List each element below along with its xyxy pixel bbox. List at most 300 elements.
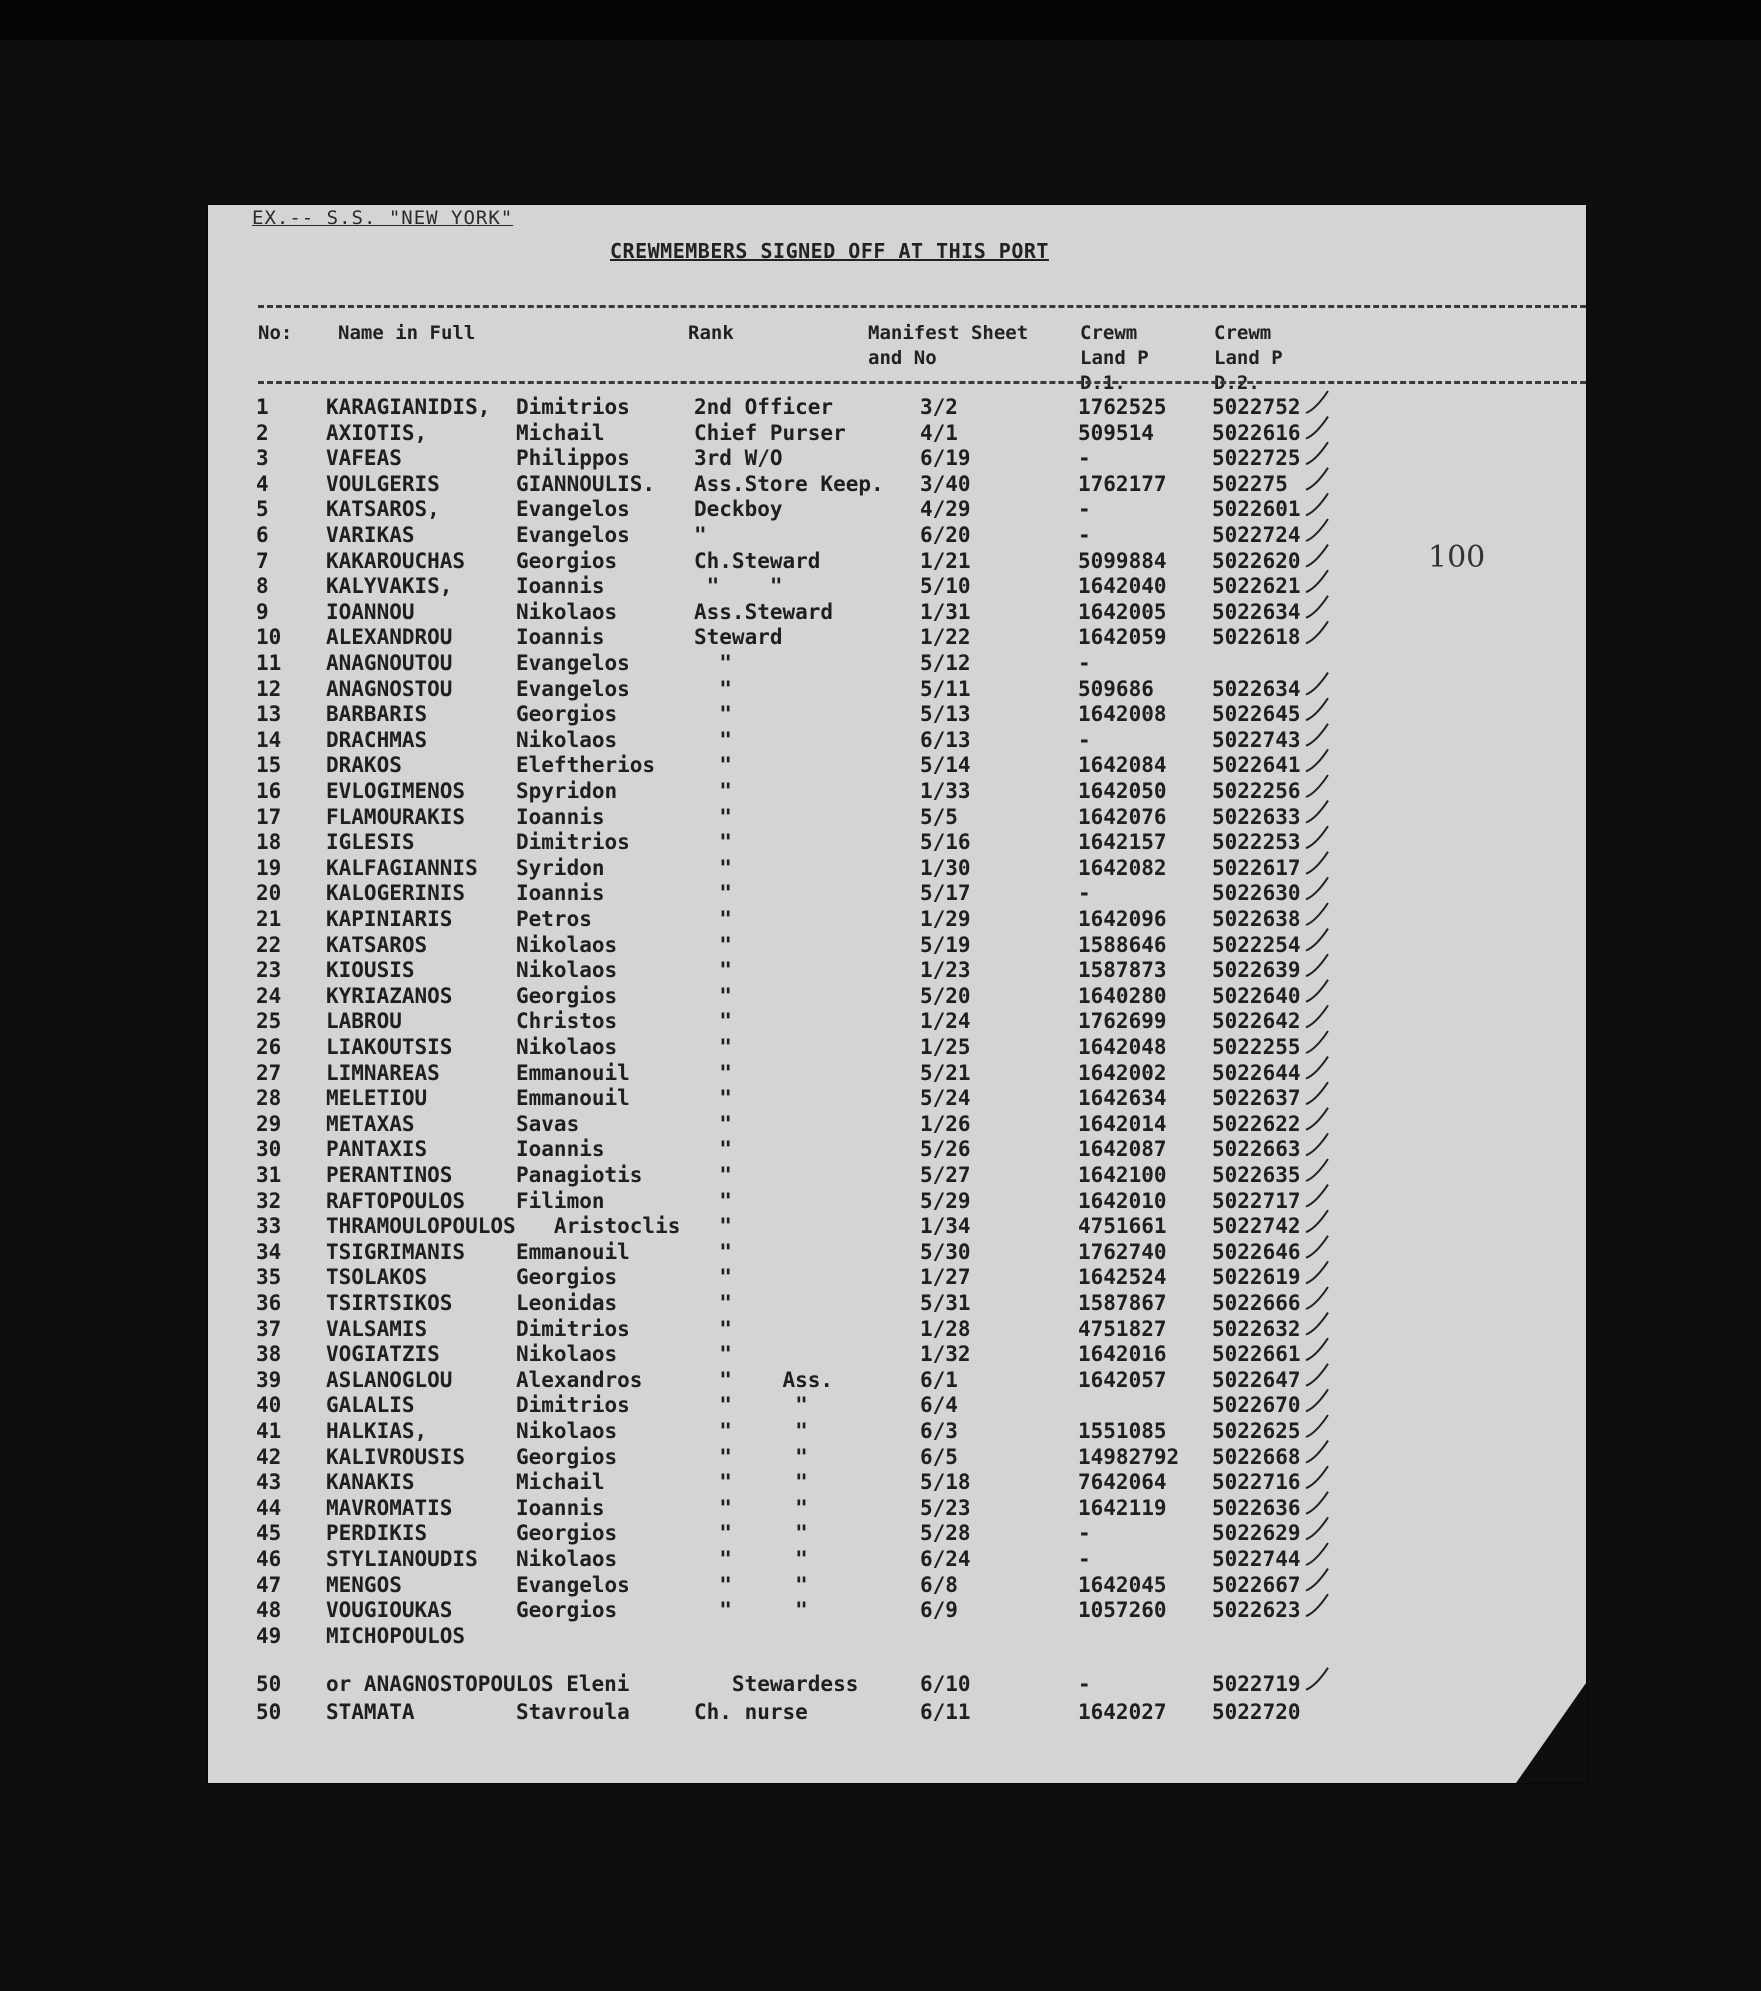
crewm-d2-cell: 5022620 bbox=[1212, 548, 1301, 573]
surname-cell: PERDIKIS bbox=[326, 1521, 428, 1546]
check-mark bbox=[1306, 1517, 1328, 1539]
manifest-sheet-cell: 1/30 bbox=[920, 855, 971, 880]
crewm-d1-cell: 1762699 bbox=[1078, 1009, 1167, 1034]
crewm-d2-cell: 5022616 bbox=[1212, 420, 1301, 445]
first-name-cell: Nikolaos bbox=[516, 599, 618, 624]
crewm-d1-cell: 1642076 bbox=[1078, 804, 1167, 829]
crewm-d1-cell: 1642048 bbox=[1078, 1035, 1167, 1059]
crewm-d1-cell: 509514 bbox=[1078, 420, 1154, 445]
surname-cell: PERANTINOS bbox=[326, 1163, 453, 1187]
check-mark bbox=[1306, 1313, 1328, 1335]
row-number-cell: 30 bbox=[256, 1137, 282, 1162]
manifest-sheet-cell: 5/23 bbox=[920, 1495, 971, 1520]
first-name-cell: Georgios bbox=[516, 983, 618, 1008]
crewm-d1-cell: 1642084 bbox=[1078, 753, 1167, 778]
row-number-cell: 33 bbox=[256, 1214, 282, 1239]
surname-cell: THRAMOULOPOULOS bbox=[326, 1214, 516, 1239]
crewm-d2-cell: 5022638 bbox=[1212, 907, 1301, 931]
rank-cell: " bbox=[694, 1239, 732, 1264]
row-number-cell: 43 bbox=[256, 1470, 282, 1495]
manifest-sheet-cell: 5/17 bbox=[920, 881, 971, 906]
manifest-sheet-cell: 5/27 bbox=[920, 1163, 971, 1187]
surname-cell: KARAGIANIDIS, bbox=[326, 395, 491, 419]
crewm-d2-cell: 5022752 bbox=[1212, 395, 1301, 419]
crewm-d1-cell: 1642050 bbox=[1078, 779, 1167, 803]
first-name-cell: Evangelos bbox=[516, 523, 630, 547]
crewm-d2-cell: 5022629 bbox=[1212, 1521, 1301, 1546]
crewm-d2-cell: 5022637 bbox=[1212, 1086, 1301, 1111]
crewm-d2-cell: 5022663 bbox=[1212, 1137, 1301, 1162]
row-number-cell: 3 bbox=[256, 446, 269, 471]
row-number-cell: 5 bbox=[256, 497, 269, 522]
rank-cell: Stewardess bbox=[694, 1671, 859, 1696]
check-mark bbox=[1306, 980, 1328, 1002]
row-number-cell: 8 bbox=[256, 574, 269, 599]
first-name-cell: Emmanouil bbox=[516, 1060, 630, 1085]
surname-cell: or ANAGNOSTOPOULOS Eleni bbox=[326, 1671, 630, 1696]
manifest-sheet-cell: 6/5 bbox=[920, 1444, 958, 1469]
rank-cell: " bbox=[694, 1060, 732, 1085]
check-mark bbox=[1306, 1543, 1328, 1565]
row-number-cell: 36 bbox=[256, 1291, 282, 1315]
col-header-d1-line1: Crewm bbox=[1080, 322, 1138, 344]
surname-cell: ASLANOGLOU bbox=[326, 1367, 453, 1392]
manifest-sheet-cell: 1/22 bbox=[920, 625, 971, 650]
rank-cell: " bbox=[694, 1316, 732, 1341]
surname-cell: HALKIAS, bbox=[326, 1419, 428, 1443]
surname-cell: KANAKIS bbox=[326, 1470, 415, 1495]
crewm-d1-cell: 509686 bbox=[1078, 676, 1154, 701]
surname-cell: PANTAXIS bbox=[326, 1137, 428, 1162]
first-name-cell: Nikolaos bbox=[516, 1547, 618, 1571]
col-header-d2-line3: D.2. bbox=[1214, 372, 1260, 394]
manifest-sheet-cell: 5/18 bbox=[920, 1470, 971, 1495]
crewm-d2-cell: 5022634 bbox=[1212, 599, 1301, 624]
row-number-cell: 16 bbox=[256, 779, 282, 803]
crewm-d1-cell: 1642087 bbox=[1078, 1137, 1167, 1162]
row-number-cell: 41 bbox=[256, 1419, 282, 1443]
rank-cell: " bbox=[694, 804, 732, 829]
rank-cell: " bbox=[694, 727, 732, 752]
crewm-d1-cell: 1640280 bbox=[1078, 983, 1167, 1008]
check-mark bbox=[1306, 1108, 1328, 1130]
crewm-d2-cell: 5022253 bbox=[1212, 830, 1301, 855]
first-name-cell: Dimitrios bbox=[516, 830, 630, 855]
manifest-sheet-cell: 1/34 bbox=[920, 1214, 971, 1239]
first-name-cell: Emmanouil bbox=[516, 1239, 630, 1264]
surname-cell: LIMNAREAS bbox=[326, 1060, 440, 1085]
row-number-cell: 42 bbox=[256, 1444, 282, 1469]
crewm-d2-cell: 5022717 bbox=[1212, 1188, 1301, 1213]
first-name-cell: Savas bbox=[516, 1111, 580, 1136]
crewm-d1-cell: 1642096 bbox=[1078, 907, 1167, 931]
row-number-cell: 15 bbox=[256, 753, 282, 778]
row-number-cell: 26 bbox=[256, 1035, 282, 1059]
crewm-d1-cell: 1642082 bbox=[1078, 855, 1167, 880]
surname-cell: LABROU bbox=[326, 1009, 402, 1034]
first-name-cell: Syridon bbox=[516, 855, 605, 880]
rank-cell: " " bbox=[694, 1598, 808, 1623]
crewm-d2-cell: 5022642 bbox=[1212, 1009, 1301, 1034]
check-marks bbox=[208, 205, 1586, 1783]
rank-cell: " bbox=[694, 1265, 732, 1290]
row-number-cell: 31 bbox=[256, 1163, 282, 1187]
crewm-d2-cell: 5022619 bbox=[1212, 1265, 1301, 1290]
manifest-sheet-cell: 4/1 bbox=[920, 420, 958, 445]
manifest-sheet-cell: 6/1 bbox=[920, 1367, 958, 1392]
rank-cell: " bbox=[694, 676, 732, 701]
manifest-sheet-cell: 6/11 bbox=[920, 1699, 971, 1724]
manifest-sheet-cell: 6/9 bbox=[920, 1598, 958, 1623]
first-name-cell: Michail bbox=[516, 420, 605, 445]
row-number-cell: 14 bbox=[256, 727, 282, 752]
crewm-d1-cell: 4751827 bbox=[1078, 1316, 1167, 1341]
surname-cell: IOANNOU bbox=[326, 599, 415, 624]
torn-corner bbox=[1516, 1683, 1586, 1783]
surname-cell: GALALIS bbox=[326, 1393, 415, 1418]
first-name-cell: Dimitrios bbox=[516, 1393, 630, 1418]
rank-cell: " " bbox=[694, 1495, 808, 1520]
row-number-cell: 12 bbox=[256, 676, 282, 701]
col-header-d2-line1: Crewm bbox=[1214, 322, 1272, 344]
check-mark bbox=[1306, 1133, 1328, 1155]
crewm-d1-cell: - bbox=[1078, 881, 1091, 906]
check-mark bbox=[1306, 1185, 1328, 1207]
crewm-d2-cell: 5022639 bbox=[1212, 958, 1301, 983]
row-number-cell: 50 bbox=[256, 1699, 282, 1724]
crewm-d1-cell: 1551085 bbox=[1078, 1419, 1167, 1443]
crewm-d2-cell: 5022632 bbox=[1212, 1316, 1301, 1341]
crewm-d1-cell: - bbox=[1078, 523, 1091, 547]
manifest-sheet-cell: 5/16 bbox=[920, 830, 971, 855]
row-number-cell: 37 bbox=[256, 1316, 282, 1341]
film-edge bbox=[0, 0, 1761, 40]
crewm-d2-cell: 5022743 bbox=[1212, 727, 1301, 752]
rank-cell: Steward bbox=[694, 625, 783, 650]
surname-cell: EVLOGIMENOS bbox=[326, 779, 466, 803]
crewm-d1-cell: 1762177 bbox=[1078, 471, 1167, 496]
manifest-sheet-cell: 3/2 bbox=[920, 395, 958, 419]
manifest-sheet-cell: 1/29 bbox=[920, 907, 971, 931]
check-mark bbox=[1306, 852, 1328, 874]
first-name-cell: Nikolaos bbox=[516, 958, 618, 983]
crewm-d1-cell: - bbox=[1078, 1521, 1091, 1546]
surname-cell: VOULGERIS bbox=[326, 471, 440, 496]
crewm-d1-cell: 1642014 bbox=[1078, 1111, 1167, 1136]
check-mark bbox=[1306, 596, 1328, 618]
surname-cell: DRAKOS bbox=[326, 753, 402, 778]
manifest-sheet-cell: 6/13 bbox=[920, 727, 971, 752]
row-number-cell: 50 bbox=[256, 1671, 282, 1696]
check-mark bbox=[1306, 775, 1328, 797]
crewm-d1-cell: 1642008 bbox=[1078, 702, 1167, 727]
manifest-sheet-cell: 6/3 bbox=[920, 1419, 958, 1443]
crewm-d1-cell: 1642119 bbox=[1078, 1495, 1167, 1520]
check-mark bbox=[1306, 468, 1328, 490]
first-name-cell: Evangelos bbox=[516, 497, 630, 522]
surname-cell: AXIOTIS, bbox=[326, 420, 428, 445]
col-header-no: No: bbox=[258, 322, 293, 344]
manifest-sheet-cell: 6/19 bbox=[920, 446, 971, 471]
first-name-cell: Georgios bbox=[516, 702, 618, 727]
surname-cell: IGLESIS bbox=[326, 830, 415, 855]
manifest-sheet-cell: 5/21 bbox=[920, 1060, 971, 1085]
col-header-manifest-line2: and No bbox=[868, 347, 937, 369]
manifest-sheet-cell: 5/14 bbox=[920, 753, 971, 778]
rank-cell: " bbox=[694, 779, 732, 803]
crewm-d1-cell: - bbox=[1078, 497, 1091, 522]
manifest-sheet-cell: 6/10 bbox=[920, 1671, 971, 1696]
crewm-d2-cell: 5022670 bbox=[1212, 1393, 1301, 1418]
rank-cell: Ass.Steward bbox=[694, 599, 834, 624]
row-number-cell: 6 bbox=[256, 523, 269, 547]
crewm-d1-cell: 5099884 bbox=[1078, 548, 1167, 573]
crewm-d2-cell: 5022668 bbox=[1212, 1444, 1301, 1469]
surname-cell: MELETIOU bbox=[326, 1086, 428, 1111]
crewm-d1-cell: 7642064 bbox=[1078, 1470, 1167, 1495]
rank-cell: " bbox=[694, 932, 732, 957]
surname-cell: VAFEAS bbox=[326, 446, 402, 471]
row-number-cell: 47 bbox=[256, 1572, 282, 1597]
surname-cell: ANAGNOUTOU bbox=[326, 651, 453, 675]
check-mark bbox=[1306, 1261, 1328, 1283]
row-number-cell: 23 bbox=[256, 958, 282, 983]
surname-cell: KALIVROUSIS bbox=[326, 1444, 466, 1469]
row-number-cell: 4 bbox=[256, 471, 269, 496]
first-name-cell: Nikolaos bbox=[516, 1035, 618, 1059]
check-mark bbox=[1306, 1466, 1328, 1488]
row-number-cell: 44 bbox=[256, 1495, 282, 1520]
check-mark bbox=[1306, 954, 1328, 976]
rank-cell: " bbox=[694, 830, 732, 855]
rank-cell: " " bbox=[694, 1470, 808, 1495]
crewm-d1-cell: - bbox=[1078, 446, 1091, 471]
check-mark bbox=[1306, 1057, 1328, 1079]
first-name-cell: Georgios bbox=[516, 1265, 618, 1290]
manifest-sheet-cell: 1/27 bbox=[920, 1265, 971, 1290]
rank-cell: " bbox=[694, 1291, 732, 1315]
manifest-sheet-cell: 1/25 bbox=[920, 1035, 971, 1059]
surname-cell: MICHOPOULOS bbox=[326, 1623, 466, 1648]
surname-cell: KIOUSIS bbox=[326, 958, 415, 983]
crewm-d2-cell: 5022645 bbox=[1212, 702, 1301, 727]
col-header-d2-line2: Land P bbox=[1214, 347, 1283, 369]
row-number-cell: 39 bbox=[256, 1367, 282, 1392]
check-mark bbox=[1306, 1005, 1328, 1027]
manifest-sheet-cell: 1/31 bbox=[920, 599, 971, 624]
surname-cell: KAKAROUCHAS bbox=[326, 548, 466, 573]
crewm-d2-cell: 5022254 bbox=[1212, 932, 1301, 957]
first-name-cell: Eleftherios bbox=[516, 753, 656, 778]
row-number-cell: 49 bbox=[256, 1623, 282, 1648]
surname-cell: VOGIATZIS bbox=[326, 1342, 440, 1367]
row-number-cell: 48 bbox=[256, 1598, 282, 1623]
crewm-d2-cell: 5022623 bbox=[1212, 1598, 1301, 1623]
rank-cell: " " bbox=[694, 1444, 808, 1469]
crewm-d2-cell: 5022742 bbox=[1212, 1214, 1301, 1239]
crewm-d1-cell: 1642040 bbox=[1078, 574, 1167, 599]
crewm-d2-cell: 5022716 bbox=[1212, 1470, 1301, 1495]
check-mark bbox=[1306, 801, 1328, 823]
crewm-d1-cell: 1642002 bbox=[1078, 1060, 1167, 1085]
handwritten-annotation: 100 bbox=[1428, 540, 1486, 575]
crewm-d1-cell: 1642634 bbox=[1078, 1086, 1167, 1111]
manifest-sheet-cell: 1/28 bbox=[920, 1316, 971, 1341]
check-mark bbox=[1306, 1389, 1328, 1411]
rank-cell: " bbox=[694, 753, 732, 778]
manifest-sheet-cell: 1/21 bbox=[920, 548, 971, 573]
crewm-d1-cell: 1642059 bbox=[1078, 625, 1167, 650]
manifest-sheet-cell: 3/40 bbox=[920, 471, 971, 496]
row-number-cell: 27 bbox=[256, 1060, 282, 1085]
rank-cell: " bbox=[694, 983, 732, 1008]
check-mark bbox=[1306, 417, 1328, 439]
check-mark bbox=[1306, 1159, 1328, 1181]
rank-cell: " " bbox=[694, 1419, 808, 1443]
first-name-cell: Emmanouil bbox=[516, 1086, 630, 1111]
surname-cell: BARBARIS bbox=[326, 702, 428, 727]
surname-cell: KYRIAZANOS bbox=[326, 983, 453, 1008]
crewm-d2-cell: 5022256 bbox=[1212, 779, 1301, 803]
crewm-d1-cell: 1642045 bbox=[1078, 1572, 1167, 1597]
check-mark bbox=[1306, 570, 1328, 592]
crewm-d1-cell: 1762525 bbox=[1078, 395, 1167, 419]
first-name-cell: Georgios bbox=[516, 1598, 618, 1623]
first-name-cell: Evangelos bbox=[516, 676, 630, 701]
row-number-cell: 22 bbox=[256, 932, 282, 957]
check-mark bbox=[1306, 1210, 1328, 1232]
crewm-d1-cell: 1588646 bbox=[1078, 932, 1167, 957]
crewm-d2-cell: 502275 bbox=[1212, 471, 1288, 496]
rank-cell: " " bbox=[694, 1521, 808, 1546]
rank-cell: " Ass. bbox=[694, 1367, 834, 1392]
check-mark bbox=[1306, 1492, 1328, 1514]
check-mark bbox=[1306, 545, 1328, 567]
rank-cell: " " bbox=[694, 1547, 808, 1571]
check-mark bbox=[1306, 1082, 1328, 1104]
crewm-d2-cell: 5022646 bbox=[1212, 1239, 1301, 1264]
rank-cell: " bbox=[694, 1137, 732, 1162]
crewm-d2-cell: 5022661 bbox=[1212, 1342, 1301, 1367]
col-header-name: Name in Full bbox=[338, 322, 476, 344]
first-name-cell: Georgios bbox=[516, 548, 618, 573]
crewm-d1-cell: 1642027 bbox=[1078, 1699, 1167, 1724]
crewm-d2-cell: 5022633 bbox=[1212, 804, 1301, 829]
first-name-cell: Filimon bbox=[516, 1188, 605, 1213]
check-mark bbox=[1306, 1287, 1328, 1309]
row-number-cell: 10 bbox=[256, 625, 282, 650]
manifest-sheet-cell: 1/23 bbox=[920, 958, 971, 983]
first-name-cell: Ioannis bbox=[516, 1495, 605, 1520]
crewm-d1-cell: - bbox=[1078, 727, 1091, 752]
surname-cell: MENGOS bbox=[326, 1572, 402, 1597]
check-mark bbox=[1306, 1415, 1328, 1437]
check-mark bbox=[1306, 621, 1328, 643]
document-title: CREWMEMBERS SIGNED OFF AT THIS PORT bbox=[610, 239, 1049, 263]
crewm-d2-cell: 5022744 bbox=[1212, 1547, 1301, 1571]
crewm-d2-cell: 5022636 bbox=[1212, 1495, 1301, 1520]
check-mark bbox=[1306, 877, 1328, 899]
check-mark bbox=[1306, 826, 1328, 848]
surname-cell: VARIKAS bbox=[326, 523, 415, 547]
rank-cell: 3rd W/O bbox=[694, 446, 783, 471]
manifest-sheet-cell: 5/12 bbox=[920, 651, 971, 675]
first-name-cell: Panagiotis bbox=[516, 1163, 643, 1187]
crewm-d2-cell: 5022666 bbox=[1212, 1291, 1301, 1315]
check-mark bbox=[1306, 1441, 1328, 1463]
first-name-cell: Nikolaos bbox=[516, 1419, 618, 1443]
ship-header: EX.-- S.S. "NEW YORK" bbox=[252, 207, 514, 229]
crewm-d2-cell: 5022601 bbox=[1212, 497, 1301, 522]
crewm-d2-cell: 5022640 bbox=[1212, 983, 1301, 1008]
row-number-cell: 13 bbox=[256, 702, 282, 727]
first-name-cell: Stavroula bbox=[516, 1699, 630, 1724]
crewm-d1-cell: 14982792 bbox=[1078, 1444, 1180, 1469]
rank-cell: Ch.Steward bbox=[694, 548, 821, 573]
crewm-d1-cell: - bbox=[1078, 1671, 1091, 1696]
manifest-sheet-cell: 5/30 bbox=[920, 1239, 971, 1264]
first-name-cell: Georgios bbox=[516, 1521, 618, 1546]
crewm-d1-cell: 1587867 bbox=[1078, 1291, 1167, 1315]
col-header-manifest-line1: Manifest Sheet bbox=[868, 322, 1029, 344]
crewm-d2-cell: 5022621 bbox=[1212, 574, 1301, 599]
rank-cell: " bbox=[694, 881, 732, 906]
surname-cell: KALFAGIANNIS bbox=[326, 855, 478, 880]
row-number-cell: 7 bbox=[256, 548, 269, 573]
surname-cell: RAFTOPOULOS bbox=[326, 1188, 466, 1213]
rank-cell: 2nd Officer bbox=[694, 395, 834, 419]
row-number-cell: 11 bbox=[256, 651, 282, 675]
col-header-d1-line3: D.1. bbox=[1080, 372, 1126, 394]
surname-cell: KAPINIARIS bbox=[326, 907, 453, 931]
row-number-cell: 2 bbox=[256, 420, 269, 445]
manifest-sheet-cell: 5/20 bbox=[920, 983, 971, 1008]
crewm-d1-cell: 1057260 bbox=[1078, 1598, 1167, 1623]
manifest-sheet-cell: 6/20 bbox=[920, 523, 971, 547]
row-number-cell: 40 bbox=[256, 1393, 282, 1418]
crewm-d2-cell: 5022255 bbox=[1212, 1035, 1301, 1059]
crewm-d1-cell: 1642157 bbox=[1078, 830, 1167, 855]
document-sheet bbox=[208, 205, 1586, 1783]
rank-cell: " bbox=[694, 907, 732, 931]
rank-cell: Chief Purser bbox=[694, 420, 846, 445]
manifest-sheet-cell: 5/19 bbox=[920, 932, 971, 957]
first-name-cell: Michail bbox=[516, 1470, 605, 1495]
manifest-sheet-cell: 6/4 bbox=[920, 1393, 958, 1418]
row-number-cell: 17 bbox=[256, 804, 282, 829]
manifest-sheet-cell: 1/24 bbox=[920, 1009, 971, 1034]
crewm-d1-cell: 1642016 bbox=[1078, 1342, 1167, 1367]
manifest-sheet-cell: 4/29 bbox=[920, 497, 971, 522]
first-name-cell: GIANNOULIS. bbox=[516, 471, 656, 496]
check-mark bbox=[1306, 493, 1328, 515]
rank-cell: Ch. nurse bbox=[694, 1699, 808, 1724]
row-number-cell: 25 bbox=[256, 1009, 282, 1034]
crewm-d1-cell: 1642100 bbox=[1078, 1163, 1167, 1187]
rank-cell: " bbox=[694, 1163, 732, 1187]
check-mark bbox=[1306, 1594, 1328, 1616]
crewm-d2-cell: 5022622 bbox=[1212, 1111, 1301, 1136]
surname-cell: TSIGRIMANIS bbox=[326, 1239, 466, 1264]
crewm-d1-cell: 1587873 bbox=[1078, 958, 1167, 983]
rank-cell: " bbox=[694, 1009, 732, 1034]
row-number-cell: 24 bbox=[256, 983, 282, 1008]
rank-cell: " " bbox=[694, 574, 783, 599]
first-name-cell: Dimitrios bbox=[516, 1316, 630, 1341]
first-name-cell: Ioannis bbox=[516, 574, 605, 599]
rank-cell: " bbox=[694, 1188, 732, 1213]
rank-cell: " bbox=[694, 855, 732, 880]
